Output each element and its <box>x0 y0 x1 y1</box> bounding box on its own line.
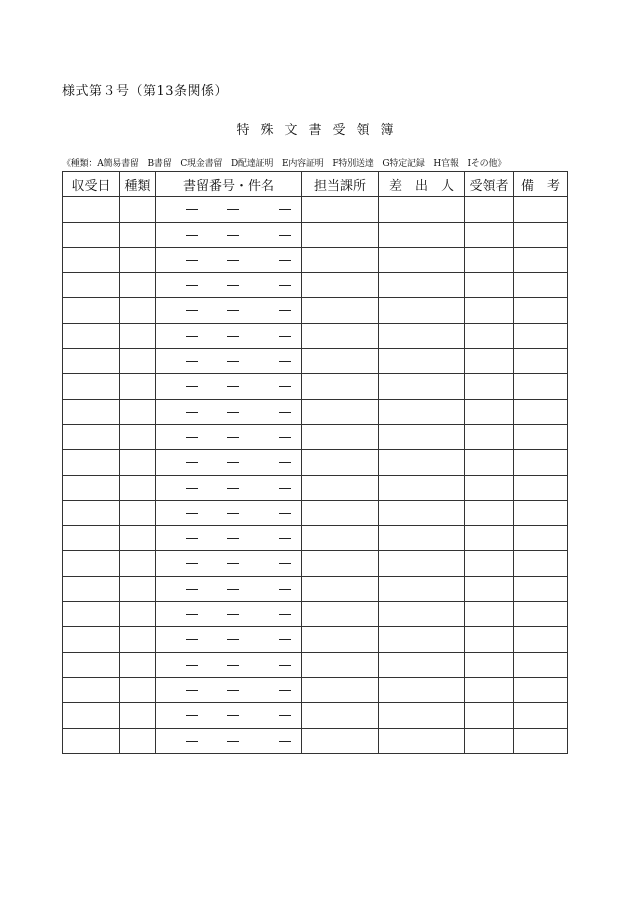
dash-separator <box>279 639 291 640</box>
table-row <box>63 222 568 247</box>
cell-received-date[interactable] <box>63 526 120 551</box>
cell-department[interactable] <box>302 450 379 475</box>
cell-received-date[interactable] <box>63 399 120 424</box>
cell-received-date[interactable] <box>63 298 120 323</box>
cell-remarks[interactable] <box>514 450 568 475</box>
cell-recipient[interactable] <box>465 576 514 601</box>
table-row <box>63 374 568 399</box>
cell-recipient[interactable] <box>465 399 514 424</box>
dash-separator <box>186 589 198 590</box>
dash-separator <box>279 209 291 210</box>
cell-received-date[interactable] <box>63 247 120 272</box>
cell-sender[interactable] <box>379 323 465 348</box>
cell-registered-no-subject[interactable] <box>156 323 302 348</box>
dash-separator <box>227 285 239 286</box>
cell-type[interactable] <box>120 323 156 348</box>
dash-separator <box>186 488 198 489</box>
cell-remarks[interactable] <box>514 576 568 601</box>
dash-separator <box>186 538 198 539</box>
cell-received-date[interactable] <box>63 677 120 702</box>
table-row <box>63 298 568 323</box>
dash-separator <box>227 310 239 311</box>
dash-separator <box>279 741 291 742</box>
cell-sender[interactable] <box>379 298 465 323</box>
cell-type[interactable] <box>120 475 156 500</box>
dash-separator <box>227 412 239 413</box>
dash-separator <box>227 741 239 742</box>
dash-separator <box>227 235 239 236</box>
cell-type[interactable] <box>120 273 156 298</box>
cell-type[interactable] <box>120 602 156 627</box>
dash-separator <box>227 209 239 210</box>
cell-registered-no-subject[interactable] <box>156 374 302 399</box>
header-registered-no-subject: 書留番号・件名 <box>156 172 302 197</box>
table-body <box>63 197 568 754</box>
cell-remarks[interactable] <box>514 298 568 323</box>
dash-separator <box>186 209 198 210</box>
table-row <box>63 399 568 424</box>
dash-separator <box>186 310 198 311</box>
dash-separator <box>227 386 239 387</box>
table-header-row <box>63 172 568 197</box>
cell-type[interactable] <box>120 424 156 449</box>
dash-separator <box>227 589 239 590</box>
cell-sender[interactable] <box>379 450 465 475</box>
dash-separator <box>186 386 198 387</box>
cell-recipient[interactable] <box>465 677 514 702</box>
cell-sender[interactable] <box>379 247 465 272</box>
cell-department[interactable] <box>302 652 379 677</box>
dash-separator <box>227 488 239 489</box>
dash-separator <box>279 285 291 286</box>
dash-separator <box>186 639 198 640</box>
cell-registered-no-subject[interactable] <box>156 475 302 500</box>
table-row <box>63 652 568 677</box>
cell-received-date[interactable] <box>63 349 120 374</box>
cell-sender[interactable] <box>379 197 465 222</box>
dash-separator <box>279 715 291 716</box>
cell-type[interactable] <box>120 652 156 677</box>
cell-received-date[interactable] <box>63 197 120 222</box>
cell-type[interactable] <box>120 374 156 399</box>
cell-recipient[interactable] <box>465 627 514 652</box>
cell-sender[interactable] <box>379 677 465 702</box>
cell-registered-no-subject[interactable] <box>156 728 302 753</box>
dash-separator <box>279 437 291 438</box>
cell-recipient[interactable] <box>465 298 514 323</box>
cell-remarks[interactable] <box>514 424 568 449</box>
cell-department[interactable] <box>302 551 379 576</box>
cell-department[interactable] <box>302 576 379 601</box>
cell-department[interactable] <box>302 627 379 652</box>
cell-department[interactable] <box>302 424 379 449</box>
dash-separator <box>279 665 291 666</box>
cell-sender[interactable] <box>379 703 465 728</box>
cell-department[interactable] <box>302 703 379 728</box>
cell-received-date[interactable] <box>63 627 120 652</box>
header-remarks: 備 考 <box>514 172 568 197</box>
cell-department[interactable] <box>302 273 379 298</box>
cell-type[interactable] <box>120 298 156 323</box>
cell-department[interactable] <box>302 399 379 424</box>
cell-type[interactable] <box>120 677 156 702</box>
cell-type[interactable] <box>120 627 156 652</box>
cell-remarks[interactable] <box>514 247 568 272</box>
cell-registered-no-subject[interactable] <box>156 197 302 222</box>
cell-sender[interactable] <box>379 349 465 374</box>
dash-separator <box>227 336 239 337</box>
header-received-date: 収受日 <box>63 172 120 197</box>
cell-received-date[interactable] <box>63 323 120 348</box>
document-title: 特殊文書受領簿 <box>236 123 405 138</box>
type-legend: 《種類：A簡易書留 B書留 C現金書留 D配達証明 E内容証明 F特別送達 G特定記録 H官報 Iその他》 <box>62 159 507 169</box>
dash-separator <box>186 690 198 691</box>
dash-separator <box>186 715 198 716</box>
dash-separator <box>227 538 239 539</box>
cell-sender[interactable] <box>379 475 465 500</box>
cell-received-date[interactable] <box>63 222 120 247</box>
dash-separator <box>186 563 198 564</box>
cell-received-date[interactable] <box>63 551 120 576</box>
cell-sender[interactable] <box>379 602 465 627</box>
cell-type[interactable] <box>120 399 156 424</box>
cell-department[interactable] <box>302 677 379 702</box>
dash-separator <box>279 412 291 413</box>
cell-received-date[interactable] <box>63 475 120 500</box>
dash-separator <box>227 513 239 514</box>
dash-separator <box>227 690 239 691</box>
cell-remarks[interactable] <box>514 475 568 500</box>
cell-recipient[interactable] <box>465 475 514 500</box>
cell-type[interactable] <box>120 222 156 247</box>
cell-department[interactable] <box>302 475 379 500</box>
cell-registered-no-subject[interactable] <box>156 551 302 576</box>
cell-sender[interactable] <box>379 374 465 399</box>
table-row <box>63 450 568 475</box>
header-type: 種類 <box>120 172 156 197</box>
dash-separator <box>227 563 239 564</box>
cell-registered-no-subject[interactable] <box>156 526 302 551</box>
cell-department[interactable] <box>302 247 379 272</box>
dash-separator <box>186 437 198 438</box>
cell-registered-no-subject[interactable] <box>156 399 302 424</box>
dash-separator <box>279 589 291 590</box>
cell-recipient[interactable] <box>465 247 514 272</box>
cell-remarks[interactable] <box>514 323 568 348</box>
table-row <box>63 703 568 728</box>
cell-recipient[interactable] <box>465 374 514 399</box>
dash-separator <box>227 715 239 716</box>
cell-department[interactable] <box>302 349 379 374</box>
cell-sender[interactable] <box>379 424 465 449</box>
cell-recipient[interactable] <box>465 273 514 298</box>
dash-separator <box>227 614 239 615</box>
cell-remarks[interactable] <box>514 551 568 576</box>
cell-recipient[interactable] <box>465 526 514 551</box>
cell-received-date[interactable] <box>63 652 120 677</box>
table-row <box>63 677 568 702</box>
receipt-ledger-table <box>62 171 568 754</box>
dash-separator <box>279 260 291 261</box>
dash-separator <box>186 614 198 615</box>
cell-recipient[interactable] <box>465 500 514 525</box>
cell-registered-no-subject[interactable] <box>156 652 302 677</box>
cell-registered-no-subject[interactable] <box>156 450 302 475</box>
cell-received-date[interactable] <box>63 500 120 525</box>
cell-department[interactable] <box>302 526 379 551</box>
dash-separator <box>227 639 239 640</box>
table-row <box>63 323 568 348</box>
cell-sender[interactable] <box>379 222 465 247</box>
cell-type[interactable] <box>120 728 156 753</box>
cell-recipient[interactable] <box>465 728 514 753</box>
dash-separator <box>279 690 291 691</box>
table-row <box>63 197 568 222</box>
cell-remarks[interactable] <box>514 374 568 399</box>
cell-remarks[interactable] <box>514 677 568 702</box>
cell-type[interactable] <box>120 197 156 222</box>
cell-department[interactable] <box>302 222 379 247</box>
cell-remarks[interactable] <box>514 703 568 728</box>
cell-registered-no-subject[interactable] <box>156 424 302 449</box>
dash-separator <box>279 386 291 387</box>
cell-registered-no-subject[interactable] <box>156 349 302 374</box>
cell-received-date[interactable] <box>63 602 120 627</box>
cell-sender[interactable] <box>379 399 465 424</box>
cell-type[interactable] <box>120 500 156 525</box>
cell-received-date[interactable] <box>63 703 120 728</box>
cell-department[interactable] <box>302 602 379 627</box>
cell-registered-no-subject[interactable] <box>156 298 302 323</box>
dash-separator <box>186 235 198 236</box>
table-row <box>63 424 568 449</box>
cell-recipient[interactable] <box>465 424 514 449</box>
dash-separator <box>186 285 198 286</box>
cell-type[interactable] <box>120 703 156 728</box>
cell-sender[interactable] <box>379 627 465 652</box>
form-number: 様式第３号（第13条関係） <box>62 84 229 99</box>
header-recipient: 受領者 <box>465 172 514 197</box>
dash-separator <box>227 665 239 666</box>
table-row <box>63 551 568 576</box>
header-department: 担当課所 <box>302 172 379 197</box>
dash-separator <box>186 741 198 742</box>
cell-remarks[interactable] <box>514 652 568 677</box>
cell-received-date[interactable] <box>63 374 120 399</box>
cell-remarks[interactable] <box>514 349 568 374</box>
cell-recipient[interactable] <box>465 703 514 728</box>
dash-separator <box>186 260 198 261</box>
dash-separator <box>279 336 291 337</box>
table-row <box>63 602 568 627</box>
dash-separator <box>279 361 291 362</box>
cell-sender[interactable] <box>379 273 465 298</box>
table-row <box>63 273 568 298</box>
table-row <box>63 500 568 525</box>
cell-department[interactable] <box>302 728 379 753</box>
cell-registered-no-subject[interactable] <box>156 273 302 298</box>
cell-type[interactable] <box>120 551 156 576</box>
table-row <box>63 349 568 374</box>
cell-registered-no-subject[interactable] <box>156 222 302 247</box>
cell-sender[interactable] <box>379 652 465 677</box>
dash-separator <box>279 462 291 463</box>
dash-separator <box>279 513 291 514</box>
cell-recipient[interactable] <box>465 652 514 677</box>
dash-separator <box>227 437 239 438</box>
cell-registered-no-subject[interactable] <box>156 247 302 272</box>
cell-sender[interactable] <box>379 576 465 601</box>
table-row <box>63 627 568 652</box>
dash-separator <box>227 260 239 261</box>
cell-type[interactable] <box>120 450 156 475</box>
cell-sender[interactable] <box>379 526 465 551</box>
table-row <box>63 576 568 601</box>
cell-type[interactable] <box>120 247 156 272</box>
dash-separator <box>279 488 291 489</box>
cell-sender[interactable] <box>379 551 465 576</box>
dash-separator <box>186 361 198 362</box>
table-row <box>63 526 568 551</box>
cell-recipient[interactable] <box>465 197 514 222</box>
cell-received-date[interactable] <box>63 576 120 601</box>
cell-sender[interactable] <box>379 728 465 753</box>
cell-recipient[interactable] <box>465 323 514 348</box>
cell-received-date[interactable] <box>63 450 120 475</box>
cell-recipient[interactable] <box>465 222 514 247</box>
dash-separator <box>279 614 291 615</box>
cell-received-date[interactable] <box>63 424 120 449</box>
cell-remarks[interactable] <box>514 222 568 247</box>
cell-department[interactable] <box>302 374 379 399</box>
cell-remarks[interactable] <box>514 197 568 222</box>
dash-separator <box>186 665 198 666</box>
table-row <box>63 247 568 272</box>
cell-department[interactable] <box>302 500 379 525</box>
cell-type[interactable] <box>120 349 156 374</box>
cell-registered-no-subject[interactable] <box>156 576 302 601</box>
cell-remarks[interactable] <box>514 627 568 652</box>
dash-separator <box>279 538 291 539</box>
cell-department[interactable] <box>302 323 379 348</box>
cell-received-date[interactable] <box>63 728 120 753</box>
dash-separator <box>227 361 239 362</box>
cell-remarks[interactable] <box>514 273 568 298</box>
dash-separator <box>186 412 198 413</box>
dash-separator <box>186 513 198 514</box>
table-row <box>63 728 568 753</box>
cell-remarks[interactable] <box>514 399 568 424</box>
cell-received-date[interactable] <box>63 273 120 298</box>
dash-separator <box>186 336 198 337</box>
cell-department[interactable] <box>302 298 379 323</box>
dash-separator <box>279 235 291 236</box>
cell-registered-no-subject[interactable] <box>156 703 302 728</box>
cell-registered-no-subject[interactable] <box>156 500 302 525</box>
cell-recipient[interactable] <box>465 450 514 475</box>
cell-recipient[interactable] <box>465 551 514 576</box>
cell-remarks[interactable] <box>514 526 568 551</box>
cell-remarks[interactable] <box>514 500 568 525</box>
cell-type[interactable] <box>120 526 156 551</box>
dash-separator <box>279 563 291 564</box>
cell-sender[interactable] <box>379 500 465 525</box>
dash-separator <box>279 310 291 311</box>
cell-recipient[interactable] <box>465 602 514 627</box>
header-sender: 差 出 人 <box>379 172 465 197</box>
cell-registered-no-subject[interactable] <box>156 602 302 627</box>
cell-registered-no-subject[interactable] <box>156 677 302 702</box>
dash-separator <box>186 462 198 463</box>
cell-remarks[interactable] <box>514 728 568 753</box>
cell-type[interactable] <box>120 576 156 601</box>
cell-registered-no-subject[interactable] <box>156 627 302 652</box>
cell-department[interactable] <box>302 197 379 222</box>
table-row <box>63 475 568 500</box>
cell-recipient[interactable] <box>465 349 514 374</box>
dash-separator <box>227 462 239 463</box>
cell-remarks[interactable] <box>514 602 568 627</box>
